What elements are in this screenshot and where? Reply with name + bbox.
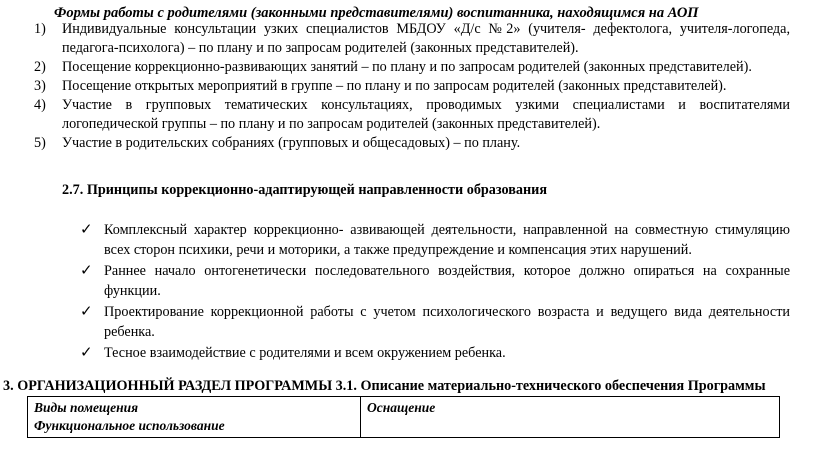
list-number: 2) — [34, 59, 46, 75]
principles-list — [0, 221, 790, 366]
org-section-heading: 3. ОРГАНИЗАЦИОННЫЙ РАЗДЕЛ ПРОГРАММЫ 3.1. Описание материально-технического обеспечения Программы — [3, 378, 766, 394]
list-text: Раннее начало онтогенетически последовательного воздействия, которое должно опираться на сохранные функции. — [104, 263, 790, 299]
checkmark-icon: ✓ — [80, 345, 93, 361]
section-title: 2.7. Принципы коррекционно-адаптирующей направленности образования — [62, 182, 548, 198]
list-item — [0, 77, 790, 96]
list-item — [0, 96, 790, 134]
list-item — [0, 134, 790, 153]
cell-text: Оснащение — [367, 400, 436, 415]
list-number: 5) — [34, 135, 46, 151]
list-text: Участие в групповых тематических консультациях, проводимых узкими специалистами и воспитателями логопедической группы – по плану и по запросам родителей (законных представителей). — [62, 97, 790, 132]
list-text: Участие в родительских собраниях (групповых и общесадовых) – по плану. — [62, 135, 521, 151]
list-number: 4) — [34, 97, 46, 113]
table-cell-room-types — [28, 397, 361, 438]
list-text: Тесное взаимодействие с родителями и всем окружением ребенка. — [104, 345, 506, 361]
checkmark-icon: ✓ — [80, 304, 93, 320]
forms-list — [0, 20, 790, 153]
list-number: 1) — [34, 21, 46, 37]
forms-title: Формы работы с родителями (законными представителями) воспитанника, находящимся на АОП — [54, 5, 699, 21]
list-text: Посещение открытых мероприятий в группе – по плану и по запросам родителей (законных представителей). — [62, 78, 727, 94]
list-item — [0, 303, 790, 342]
list-number: 3) — [34, 78, 46, 94]
checkmark-icon: ✓ — [80, 263, 93, 279]
list-text: Индивидуальные консультации узких специалистов МБДОУ «Д/с №2» (учителя- дефектолога, учителя-логопеда, педагога-психолога) – по плану и по запросам родителей (законных представителей). — [62, 21, 790, 56]
list-item — [0, 20, 790, 58]
list-text: Посещение коррекционно-развивающих занятий – по плану и по запросам родителей (законных представителей). — [62, 59, 752, 75]
list-item — [0, 58, 790, 77]
facility-table — [27, 396, 780, 438]
cell-text: Функциональное использование — [34, 418, 225, 433]
list-item — [0, 262, 790, 301]
checkmark-icon: ✓ — [80, 222, 93, 238]
list-item — [0, 344, 790, 364]
table-cell-equipment — [361, 397, 780, 438]
list-text: Комплексный характер коррекционно- азвивающей деятельности, направленной на совместную стимуляцию всех сторон психики, речи и моторики, а также предупреждение и компенсация этих нарушений. — [104, 222, 790, 258]
list-text: Проектирование коррекционной работы с учетом психологического возраста и ведущего вида деятельности ребенка. — [104, 304, 790, 340]
cell-text: Виды помещения — [34, 400, 139, 415]
list-item — [0, 221, 790, 260]
table-row — [28, 397, 780, 438]
